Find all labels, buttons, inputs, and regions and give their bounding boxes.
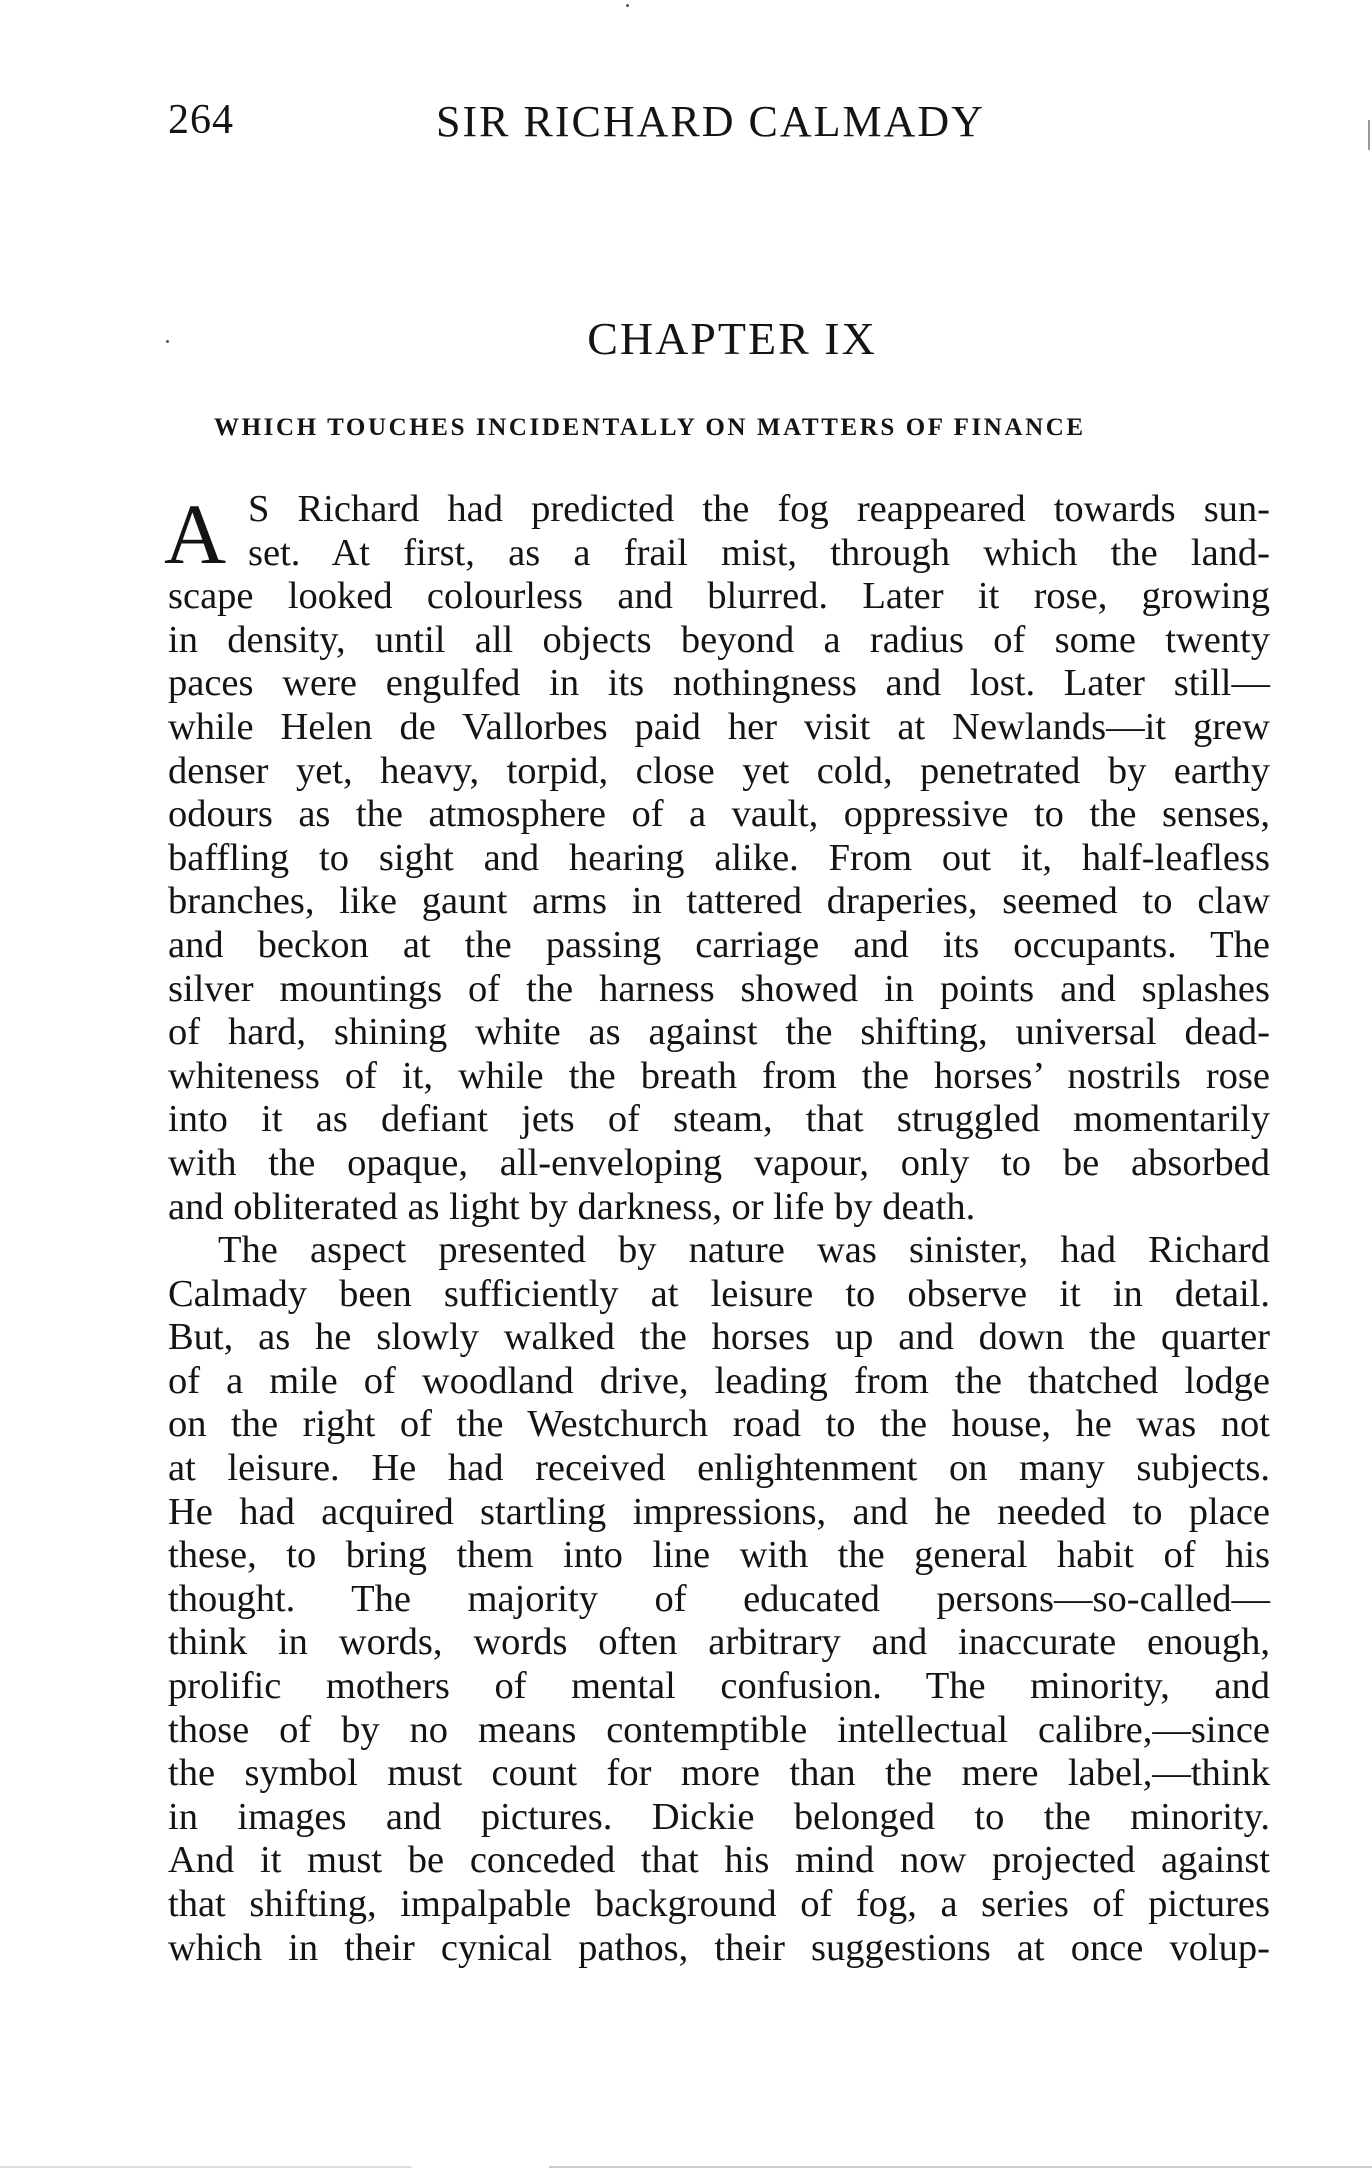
text-line: that shifting, impalpable background of fog, a series of pictures bbox=[168, 1883, 1270, 1925]
text-line: The aspect presented by nature was sinister, had Richard bbox=[218, 1229, 1270, 1272]
text-line: whiteness of it, while the breath from the horses’ nostrils rose bbox=[168, 1054, 1270, 1097]
text-line: denser yet, heavy, torpid, close yet cold, penetrated by earthy bbox=[168, 749, 1270, 792]
text-line: And it must be conceded that his mind now projected against bbox=[168, 1839, 1270, 1882]
text-line: set. At first, as a frail mist, through which the land- bbox=[248, 531, 1270, 574]
text-line: of hard, shining white as against the shifting, universal dead- bbox=[168, 1011, 1270, 1054]
running-head bbox=[168, 96, 1278, 156]
text-line: silver mountings of the harness showed in points and splashes bbox=[168, 967, 1270, 1010]
text-line: prolific mothers of mental confusion. The minority, and bbox=[168, 1665, 1270, 1708]
text-line: and beckon at the passing carriage and its occupants. The bbox=[168, 923, 1270, 966]
text-line: of a mile of woodland drive, leading from the thatched lodge bbox=[168, 1359, 1270, 1402]
text-line: scape looked colourless and blurred. Later it rose, growing bbox=[168, 575, 1270, 618]
chapter-subtitle: WHICH TOUCHES INCIDENTALLY ON MATTERS OF FINANCE bbox=[214, 414, 1086, 441]
text-line: with the opaque, all-enveloping vapour, only to be absorbed bbox=[168, 1141, 1270, 1184]
text-line: at leisure. He had received enlightenment on many subjects. bbox=[168, 1447, 1270, 1490]
text-line: those of by no means contemptible intellectual calibre,—since bbox=[168, 1708, 1270, 1751]
chapter-title: CHAPTER IX bbox=[587, 313, 877, 364]
text-line: in images and pictures. Dickie belonged to the minority. bbox=[168, 1795, 1270, 1838]
text-line: baffling to sight and hearing alike. From out it, half-leafless bbox=[168, 836, 1270, 879]
drop-cap: A bbox=[164, 486, 227, 582]
scan-speck bbox=[626, 4, 629, 7]
text-line: branches, like gaunt arms in tattered draperies, seemed to claw bbox=[168, 880, 1270, 923]
text-line: into it as defiant jets of steam, that struggled momentarily bbox=[168, 1098, 1270, 1141]
text-line: the symbol must count for more than the mere label,—think bbox=[168, 1752, 1270, 1795]
text-line: these, to bring them into line with the general habit of his bbox=[168, 1534, 1270, 1577]
text-line: think in words, words often arbitrary and inaccurate enough, bbox=[168, 1621, 1270, 1664]
text-line: odours as the atmosphere of a vault, oppressive to the senses, bbox=[168, 793, 1270, 836]
text-line: paces were engulfed in its nothingness and lost. Later still— bbox=[168, 662, 1270, 705]
scan-speck bbox=[166, 340, 169, 343]
body-text bbox=[164, 486, 1270, 1970]
text-line: on the right of the Westchurch road to the house, he was not bbox=[168, 1403, 1270, 1446]
text-line: S Richard had predicted the fog reappeared towards sun- bbox=[248, 488, 1270, 530]
page-number: 264 bbox=[168, 97, 234, 143]
text-line: which in their cynical pathos, their suggestions at once volup- bbox=[168, 1926, 1270, 1969]
running-title: SIR RICHARD CALMADY bbox=[436, 97, 985, 146]
bottom-edge-rule bbox=[0, 2166, 1372, 2168]
text-line: But, as he slowly walked the horses up and down the quarter bbox=[168, 1316, 1270, 1359]
text-line: in density, until all objects beyond a radius of some twenty bbox=[168, 618, 1270, 661]
text-line: thought. The majority of educated persons—so-called— bbox=[168, 1577, 1270, 1620]
scan-mark bbox=[1368, 120, 1370, 150]
text-line: while Helen de Vallorbes paid her visit at Newlands—it grew bbox=[168, 705, 1270, 748]
text-line: Calmady been sufficiently at leisure to observe it in detail. bbox=[168, 1272, 1270, 1315]
text-line: He had acquired startling impressions, and he needed to place bbox=[168, 1490, 1270, 1533]
text-line: and obliterated as light by darkness, or life by death. bbox=[168, 1185, 976, 1228]
